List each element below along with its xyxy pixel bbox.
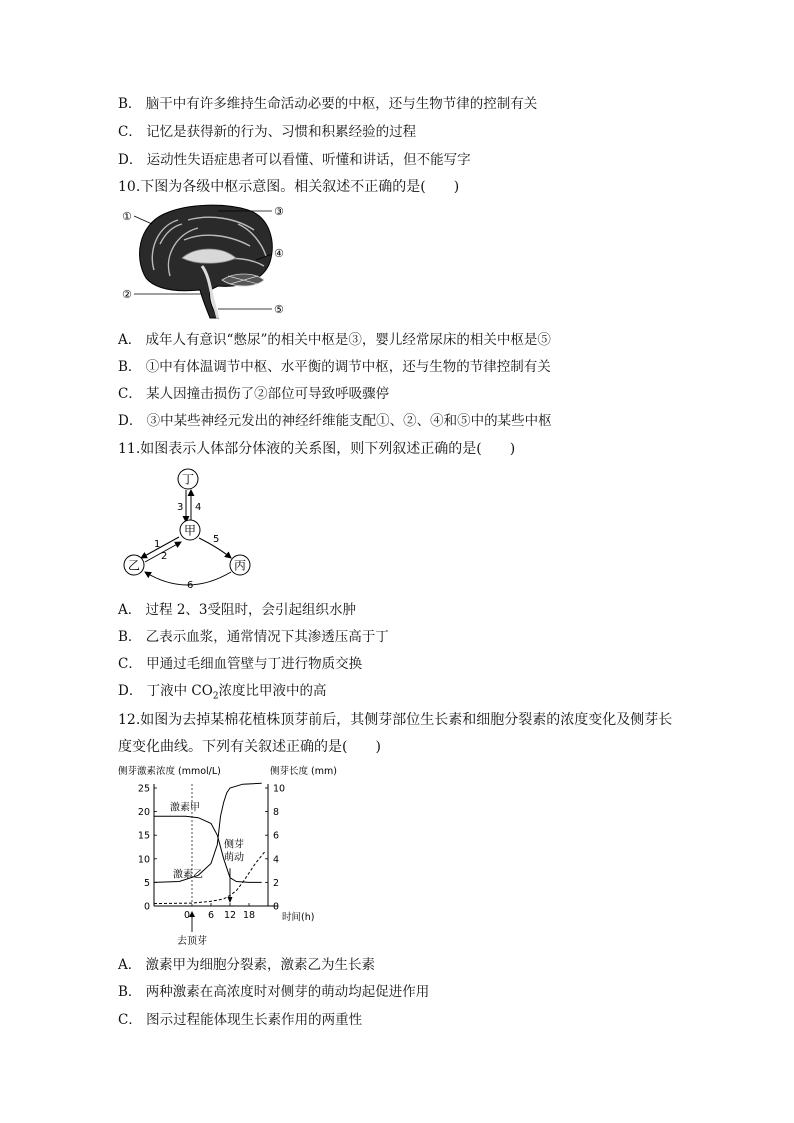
y-right-axis-title: 侧芽长度 (mm)	[270, 766, 337, 777]
q10-stem: 10.下图为各级中枢示意图。相关叙述不正确的是( )	[118, 179, 460, 195]
label-2: ②	[122, 288, 132, 301]
annotation-line2: 萌动	[224, 852, 244, 864]
y-left-tick-label: 5	[143, 877, 150, 889]
y-right-tick-label: 2	[273, 877, 280, 889]
arrow-label-6: 6	[187, 580, 194, 590]
q11-option-a: A． 过程 2、3受阻时，会引起组织水肿	[118, 602, 357, 618]
q10-option-b: B． ①中有体温调节中枢、水平衡的调节中枢，还与生物的节律控制有关	[118, 359, 551, 375]
y-right-tick-label: 0	[273, 901, 280, 913]
q12-option-c: C． 图示过程能体现生长素作用的两重性	[118, 1012, 363, 1028]
series-line-0	[154, 816, 262, 882]
x-zero-label: 0	[184, 910, 191, 921]
y-left-tick-label: 0	[143, 901, 150, 913]
y-right-tick-label: 8	[273, 807, 280, 819]
q11-option-b: B． 乙表示血浆，通常情况下其渗透压高于丁	[118, 629, 389, 645]
q11-option-d	[118, 681, 327, 707]
brain-diagram	[118, 200, 303, 322]
q10-option-a: A． 成年人有意识“憋尿”的相关中枢是③，婴儿经常尿床的相关中枢是⑤	[118, 332, 551, 348]
y-right-tick-label: 10	[273, 783, 286, 795]
q11-option-d-post: 浓度比甲液中的高	[218, 683, 327, 699]
body-fluid-diagram	[115, 466, 260, 590]
q9-option-c: C． 记忆是获得新的行为、习惯和积累经验的过程	[118, 124, 417, 140]
q11-option-d-sub: 2	[212, 691, 219, 702]
arrow-label-1: 1	[154, 539, 161, 550]
q12-stem-line1: 12.如图为去掉某棉花植株顶芽前后，其侧芽部位生长素和细胞分裂素的浓度变化及侧芽长	[118, 712, 673, 728]
q12-stem-line2: 度变化曲线。下列有关叙述正确的是( )	[118, 739, 381, 755]
hormone-chart	[118, 762, 348, 947]
x-tick-label: 12	[223, 910, 237, 921]
node-jia: 甲	[183, 523, 197, 538]
node-bing: 丙	[233, 558, 247, 573]
y-left-tick-label: 25	[137, 783, 150, 795]
q11-option-c: C． 甲通过毛细血管壁与丁进行物质交换	[118, 656, 363, 672]
arrow-label-5: 5	[213, 534, 220, 545]
label-4: ④	[274, 247, 284, 260]
series-label-hormone-a: 激素甲	[170, 802, 200, 814]
series-line-2	[154, 852, 265, 904]
x-axis-title: 时间(h)	[282, 912, 315, 923]
label-5: ⑤	[274, 303, 284, 316]
arrow-label-4: 4	[195, 502, 202, 513]
node-yi: 乙	[127, 558, 141, 573]
q10-option-c: C． 某人因撞击损伤了②部位可导致呼吸骤停	[118, 386, 390, 402]
annotation-arrow-head	[228, 897, 233, 903]
q9-option-d: D． 运动性失语症患者可以看懂、听懂和讲话，但不能写字	[118, 152, 471, 168]
y-right-tick-label: 6	[273, 830, 280, 842]
arrow-label-3: 3	[177, 502, 184, 513]
q12-option-a: A． 激素甲为细胞分裂素，激素乙为生长素	[118, 957, 376, 973]
arrow-label-2: 2	[161, 551, 168, 562]
brain-illustration	[140, 205, 273, 318]
q9-option-b: B． 脑干中有许多维持生命活动必要的中枢，还与生物节律的控制有关	[118, 96, 538, 112]
label-1: ①	[122, 210, 132, 223]
annotation-line1: 侧芽	[224, 839, 244, 851]
x-tick-label: 18	[242, 910, 256, 921]
node-ding: 丁	[181, 472, 195, 487]
topping-label: 去顶芽	[177, 936, 207, 947]
q12-option-b: B． 两种激素在高浓度时对侧芽的萌动均起促进作用	[118, 984, 430, 1000]
y-right-tick-label: 4	[273, 854, 280, 866]
label-3: ③	[274, 205, 284, 218]
q10-option-d: D． ③中某些神经元发出的神经纤维能支配①、②、④和⑤中的某些中枢	[118, 413, 552, 429]
series-label-hormone-b: 激素乙	[173, 869, 203, 881]
q11-option-d-pre: D． 丁液中 CO	[118, 683, 213, 699]
x-tick-label: 6	[207, 910, 215, 921]
y-left-tick-label: 10	[137, 854, 150, 866]
y-left-tick-label: 20	[137, 807, 150, 819]
y-left-tick-label: 15	[137, 830, 150, 842]
series-line-1	[154, 783, 262, 882]
q11-stem: 11.如图表示人体部分体液的关系图，则下列叙述正确的是( )	[118, 441, 516, 457]
y-left-axis-title: 侧芽激素浓度 (mmol/L)	[118, 766, 221, 777]
